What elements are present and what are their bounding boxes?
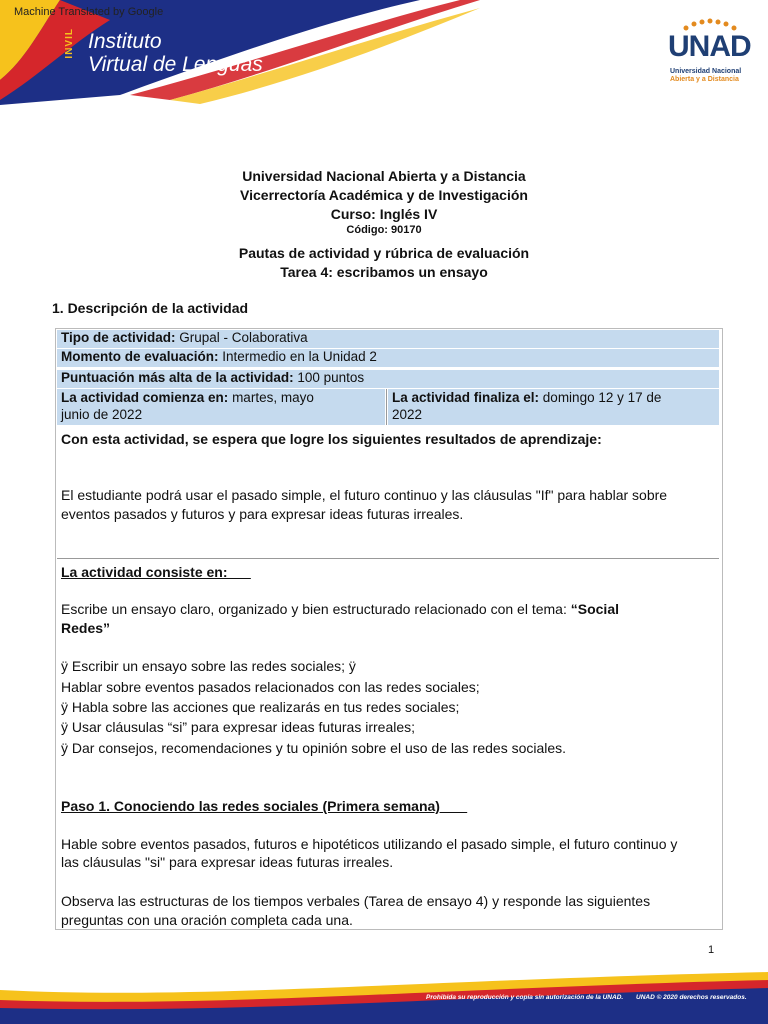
learning-line2: eventos pasados y futuros y para expresar ideas futuras irreales. bbox=[61, 506, 464, 522]
learning-line1: El estudiante podrá usar el pasado simple, el futuro continuo y las cláusulas "If" para hablar sobre bbox=[61, 487, 668, 503]
start-date-value2: junio de 2022 bbox=[61, 407, 143, 422]
activity-heading bbox=[61, 563, 251, 582]
course-name: Curso: Inglés IV bbox=[330, 206, 438, 222]
step1-p1-line1: Hable sobre eventos pasados, futuros e hipotéticos utilizando el pasado simple, el futuro continuo y bbox=[61, 836, 678, 852]
footer-rights: UNAD © 2020 derechos reservados. bbox=[636, 994, 747, 1001]
guide-title: Pautas de actividad y rúbrica de evaluación bbox=[238, 245, 530, 261]
end-date-value1: domingo 12 y 17 de bbox=[539, 390, 662, 405]
table-rule bbox=[57, 558, 719, 559]
activity-topic2: Redes” bbox=[61, 620, 111, 636]
course-code: Código: 90170 bbox=[346, 224, 422, 236]
activity-type-value: Grupal - Colaborativa bbox=[175, 330, 308, 345]
row-max-score bbox=[57, 370, 719, 388]
step1-heading-text: Paso 1. Conociendo las redes sociales (Primera semana) bbox=[61, 798, 440, 814]
institute-title bbox=[88, 30, 263, 76]
page-number: 1 bbox=[708, 944, 715, 956]
activity-intro bbox=[61, 600, 619, 638]
row-activity-type bbox=[57, 330, 719, 348]
max-score-value: 100 puntos bbox=[293, 370, 365, 385]
end-date-label: La actividad finaliza el: bbox=[392, 390, 540, 405]
max-score-label: Puntuación más alta de la actividad: bbox=[61, 370, 294, 385]
task-title: Tarea 4: escribamos un ensayo bbox=[280, 264, 488, 280]
learning-heading: Con esta actividad, se espera que logre los siguientes resultados de aprendizaje: bbox=[61, 431, 602, 447]
activity-heading-text: La actividad consiste en: bbox=[61, 564, 228, 580]
step1-p2-line2: preguntas con una oración completa cada una. bbox=[61, 912, 353, 928]
activity-bullet-5: ÿ Dar consejos, recomendaciones y tu opinión sobre el uso de las redes sociales. bbox=[61, 740, 567, 756]
start-date-value1: martes, mayo bbox=[228, 390, 314, 405]
row-start-date bbox=[57, 389, 385, 425]
activity-bullet-1: ÿ Escribir un ensayo sobre las redes sociales; ÿ bbox=[61, 658, 356, 674]
row-end-date bbox=[388, 389, 719, 425]
university-name: Universidad Nacional Abierta y a Distancia bbox=[242, 168, 526, 184]
step1-p2-line1: Observa las estructuras de los tiempos verbales (Tarea de ensayo 4) y responde las siguientes bbox=[61, 893, 651, 909]
institute-title-line1: Instituto bbox=[88, 30, 162, 53]
unad-logo-subtitle1: Universidad Nacional bbox=[670, 68, 742, 75]
evaluation-moment-label: Momento de evaluación: bbox=[61, 349, 219, 364]
unad-logo-word: UNAD bbox=[668, 30, 751, 63]
start-date-label: La actividad comienza en: bbox=[61, 390, 229, 405]
activity-bullet-2: Hablar sobre eventos pasados relacionados con las redes sociales; bbox=[61, 679, 480, 695]
activity-bullet-4: ÿ Usar cláusulas “si” para expresar ideas futuras irreales; bbox=[61, 719, 416, 735]
evaluation-moment-value: Intermedio en la Unidad 2 bbox=[218, 349, 377, 364]
activity-type-label: Tipo de actividad: bbox=[61, 330, 176, 345]
machine-translated-label: Machine Translated by Google bbox=[14, 6, 164, 18]
activity-bullet-3: ÿ Habla sobre las acciones que realizarás en tus redes sociales; bbox=[61, 699, 460, 715]
activity-topic1: “Social bbox=[570, 601, 619, 617]
table-divider bbox=[386, 389, 387, 425]
activity-intro-text: Escribe un ensayo claro, organizado y bien estructurado relacionado con el tema: bbox=[61, 601, 571, 617]
section-title: 1. Descripción de la actividad bbox=[52, 300, 249, 316]
end-date-value2: 2022 bbox=[392, 407, 423, 422]
row-evaluation-moment bbox=[57, 349, 719, 367]
unad-logo-subtitle2: Abierta y a Distancia bbox=[670, 76, 739, 83]
step1-heading bbox=[61, 797, 467, 816]
footer-notice: Prohibida su reproducción y copia sin autorización de la UNAD. bbox=[426, 994, 624, 1001]
institute-title-line2: Virtual de Lenguas bbox=[88, 53, 263, 76]
ivl-vertical-text: INVIL bbox=[64, 28, 75, 59]
step1-p1-line2: las cláusulas "si" para expresar ideas futuras irreales. bbox=[61, 854, 394, 870]
vice-rectory: Vicerrectoría Académica y de Investigación bbox=[240, 187, 528, 203]
